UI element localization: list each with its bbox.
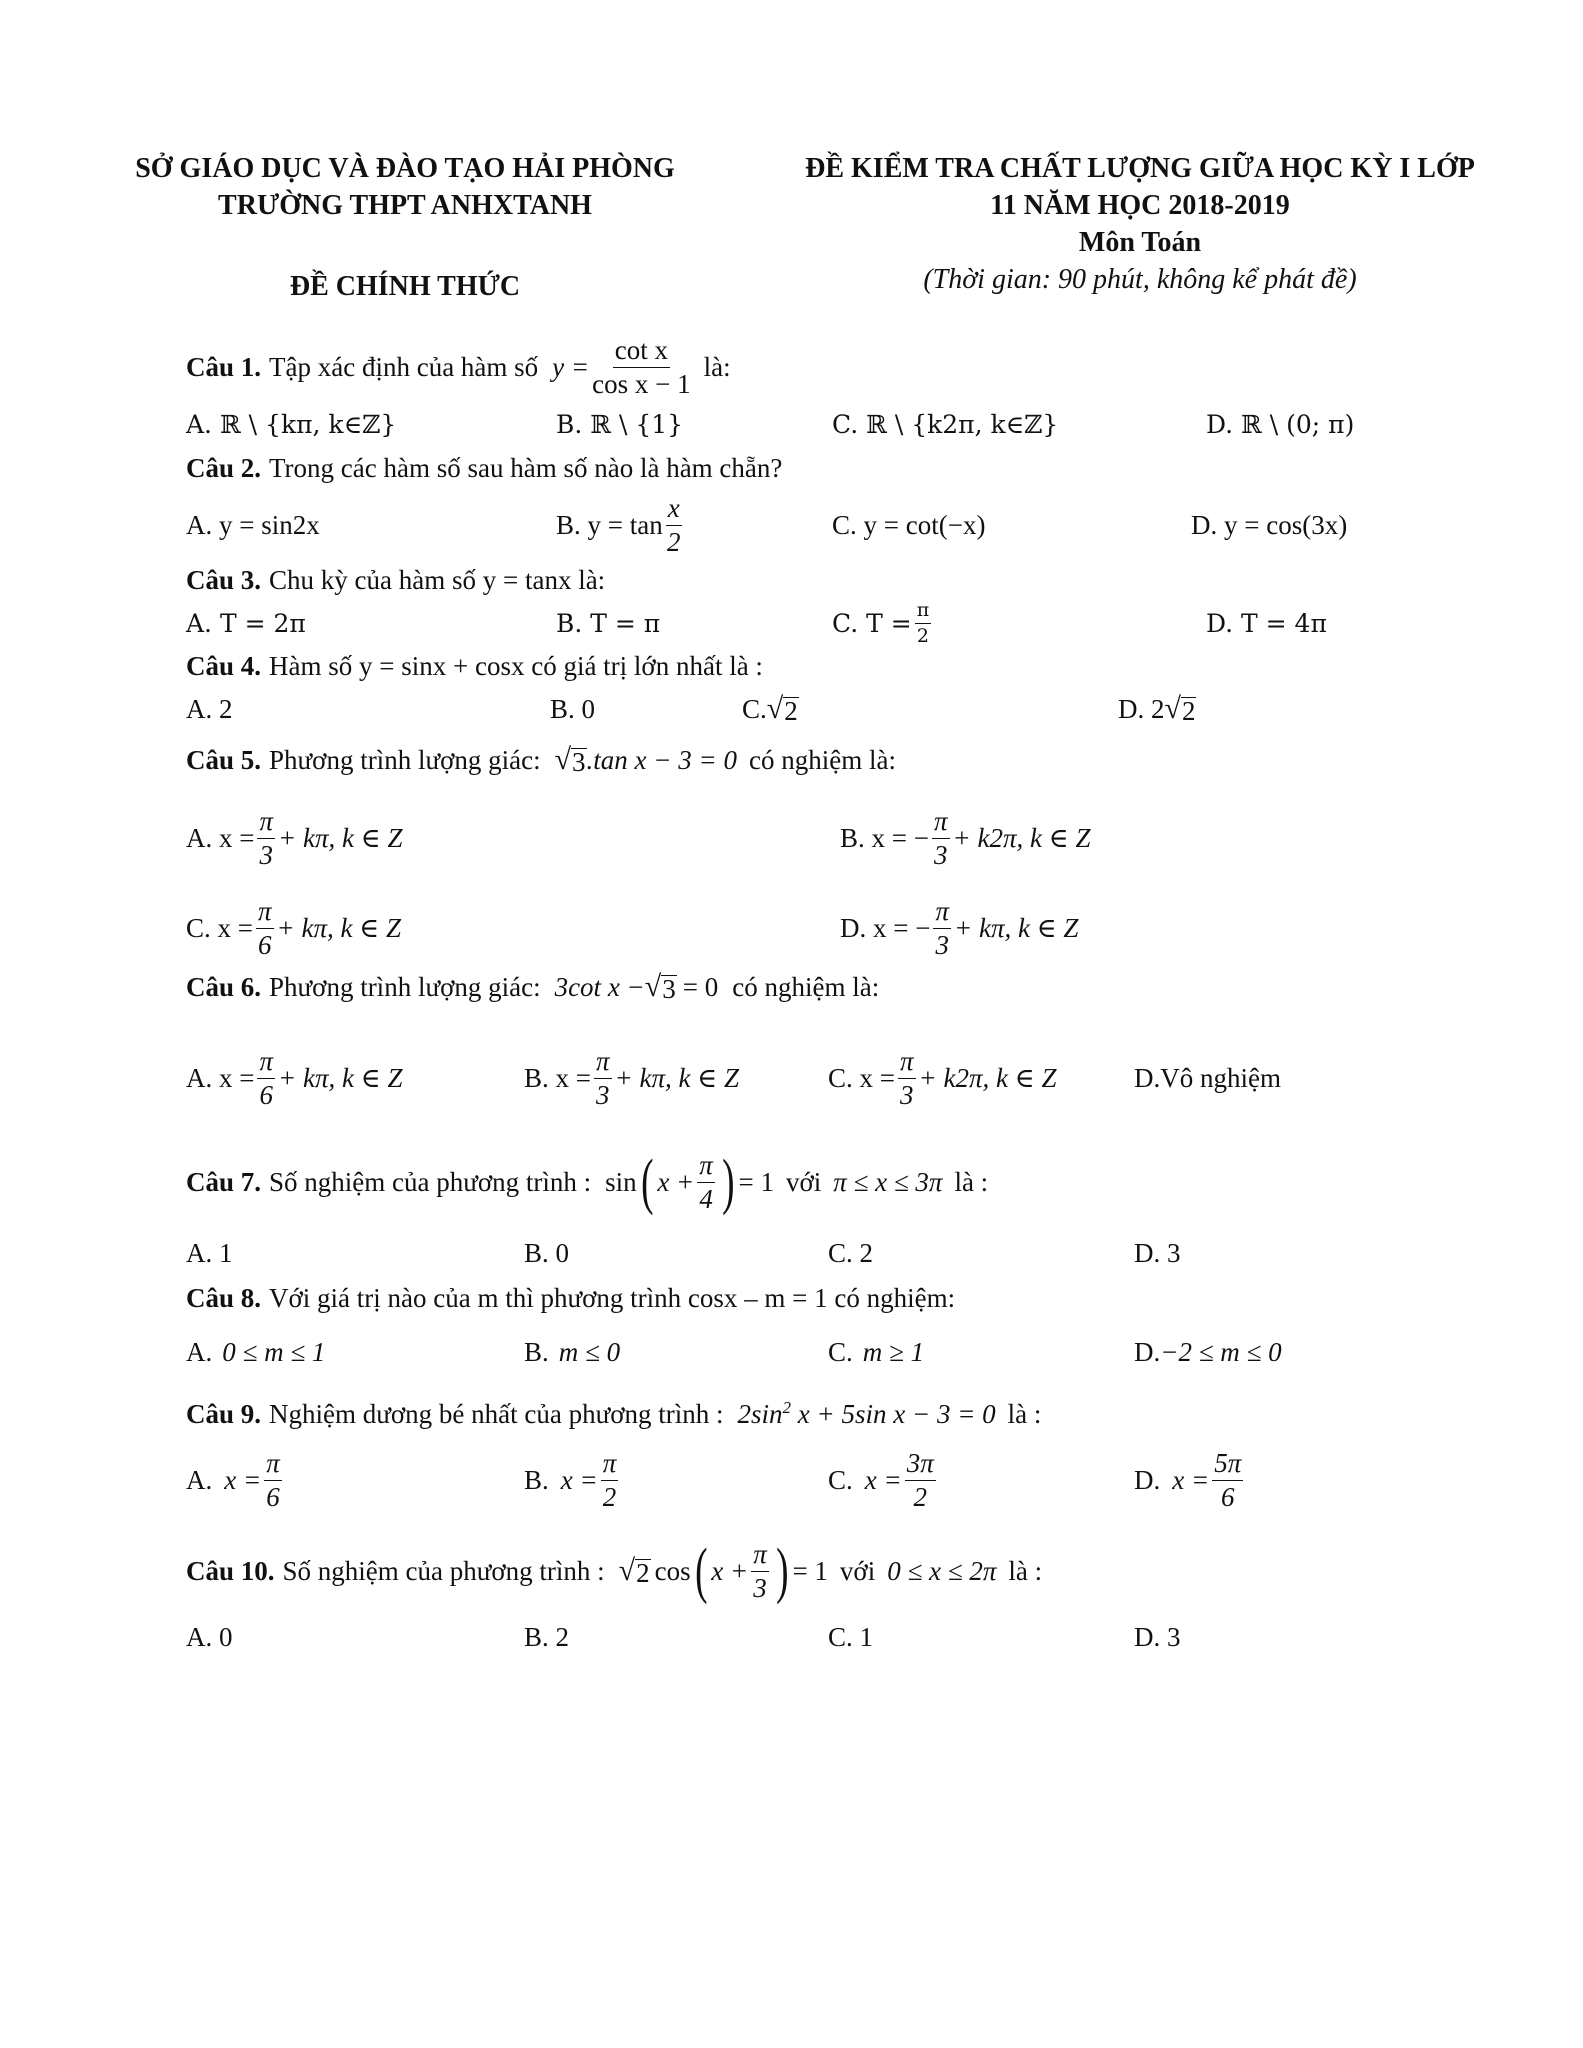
range: 0 ≤ x ≤ 2π xyxy=(887,1555,997,1586)
option-fraction xyxy=(933,895,951,960)
cos-function: cos xyxy=(654,1555,691,1586)
question-number: Câu 10. xyxy=(186,1555,275,1586)
option-d: D. 3 xyxy=(1134,1621,1181,1652)
option-value: m ≥ 1 xyxy=(862,1336,925,1367)
numerator: 5π xyxy=(1212,1450,1243,1481)
numerator: π xyxy=(898,1048,916,1079)
radicand: 2 xyxy=(1181,696,1196,726)
numerator: π xyxy=(697,1152,715,1183)
question-mid: với xyxy=(785,1166,822,1197)
option-fraction xyxy=(256,895,274,960)
question-5 xyxy=(186,735,1543,973)
option-a: A. ℝ \ {kπ, k∈ℤ} xyxy=(186,409,397,439)
question-number: Câu 2. xyxy=(186,452,262,483)
denominator: 2 xyxy=(916,624,929,647)
question-text: Chu kỳ của hàm số y = tanx là: xyxy=(269,564,606,595)
option-d-label: D. 2 xyxy=(1118,693,1165,724)
argument-fraction xyxy=(697,1149,715,1214)
equation-part: x + 5sin x − 3 = 0 xyxy=(797,1399,996,1429)
denominator: 6 xyxy=(259,1079,273,1110)
option-a xyxy=(186,1320,325,1384)
question-3 xyxy=(186,560,1543,648)
range: π ≤ x ≤ 3π xyxy=(833,1166,943,1197)
option-d: D. 3 xyxy=(1134,1237,1181,1268)
question-tail: là : xyxy=(954,1166,989,1197)
option-label: C. x = xyxy=(828,1062,895,1093)
question-text: Số nghiệm của phương trình : xyxy=(282,1555,605,1586)
option-tail: + kπ, k ∈ Z xyxy=(614,1062,739,1093)
denominator: cos x − 1 xyxy=(592,368,691,399)
option-d: D. T = 4π xyxy=(1206,608,1327,638)
equation: .tan x − 3 = 0 xyxy=(586,744,737,775)
option-label: B. x = − xyxy=(840,822,929,853)
argument: x + xyxy=(657,1166,695,1197)
option-c-label: C. xyxy=(742,693,767,724)
option-label: A. xyxy=(186,1464,213,1495)
numerator: π xyxy=(915,601,932,624)
sin-function: sin xyxy=(605,1166,637,1197)
option-c xyxy=(832,600,934,646)
option-label: C. xyxy=(828,1464,853,1495)
radicand: 2 xyxy=(784,696,798,726)
option-value: −2 ≤ m ≤ 0 xyxy=(1160,1336,1282,1367)
denominator: 6 xyxy=(266,1481,280,1512)
equation-left: 3cot x − xyxy=(554,971,645,1002)
dept-name: SỞ GIÁO DỤC VÀ ĐÀO TẠO HẢI PHÒNG xyxy=(135,153,675,184)
numerator: π xyxy=(256,898,274,929)
option-fraction xyxy=(594,1045,612,1110)
option-b: B. 2 xyxy=(524,1621,570,1652)
question-text: Phương trình lượng giác: xyxy=(269,744,541,775)
option-d: D. y = cos(3x) xyxy=(1191,509,1348,540)
sqrt-symbol: √ 3 xyxy=(644,970,676,1004)
sqrt-symbol: √ 2 xyxy=(766,692,798,726)
question-text: Phương trình lượng giác: xyxy=(269,971,541,1002)
option-lhs: x = xyxy=(1172,1464,1210,1495)
radicand: 3 xyxy=(662,974,676,1004)
numerator: π xyxy=(932,808,950,839)
question-2 xyxy=(186,446,1543,560)
denominator: 3 xyxy=(900,1079,914,1110)
option-tail: + k2π, k ∈ Z xyxy=(918,1062,1057,1093)
option-c: C. 1 xyxy=(828,1621,874,1652)
question-text: Với giá trị nào của m thì phương trình cosx – m = 1 có nghiệm: xyxy=(269,1282,956,1313)
equation-right: = 1 xyxy=(738,1166,774,1197)
question-number: Câu 5. xyxy=(186,744,262,775)
option-b xyxy=(524,1320,620,1384)
option-tail: + kπ, k ∈ Z xyxy=(278,1062,403,1093)
formula-fraction xyxy=(592,334,691,399)
option-d: D. ℝ \ (0; π) xyxy=(1206,409,1355,439)
option-tail: + kπ, k ∈ Z xyxy=(953,912,1079,943)
question-text: Hàm số y = sinx + cosx có giá trị lớn nhất là : xyxy=(269,650,763,681)
option-fraction xyxy=(1212,1447,1243,1512)
question-mid: với xyxy=(839,1555,876,1586)
question-tail: có nghiệm là: xyxy=(732,971,880,1002)
option-label: D. xyxy=(1134,1464,1161,1495)
question-number: Câu 8. xyxy=(186,1282,262,1313)
option-c-fraction xyxy=(915,598,932,647)
option-d: D.Vô nghiệm xyxy=(1134,1062,1281,1093)
numerator: π xyxy=(257,1048,275,1079)
option-c xyxy=(186,883,401,973)
option-c xyxy=(828,1320,924,1384)
numerator: π xyxy=(933,898,951,929)
numerator: x xyxy=(666,495,682,526)
question-number: Câu 1. xyxy=(186,351,262,382)
option-b: B. 0 xyxy=(550,693,596,724)
option-label: B. xyxy=(524,1336,549,1367)
question-tail: là : xyxy=(1007,1398,1042,1429)
denominator: 3 xyxy=(596,1079,610,1110)
question-7: Câu 7. Số nghiệm của phương trình : sin ( x + $\frac{\pi}{4}$ ) = 1 với π ≤ x ≤ 3π là : A. 1 B. 0 C. 2 D. 3 xyxy=(186,1134,1543,1276)
option-a: A. 0 xyxy=(186,1621,233,1652)
option-a: A. T = 2π xyxy=(186,608,306,638)
question-1 xyxy=(186,333,1543,447)
option-lhs: x = xyxy=(224,1464,262,1495)
sqrt-symbol: √ 2 xyxy=(618,1554,650,1588)
denominator: 3 xyxy=(935,929,949,960)
option-fraction xyxy=(905,1447,936,1512)
exam-title-line1: ĐỀ KIỂM TRA CHẤT LƯỢNG GIỮA HỌC KỲ I LỚP xyxy=(805,153,1475,184)
option-label: B. x = xyxy=(524,1062,591,1093)
question-number: Câu 6. xyxy=(186,971,262,1002)
option-value: 0 ≤ m ≤ 1 xyxy=(222,1336,326,1367)
option-fraction xyxy=(601,1447,619,1512)
school-name: TRƯỜNG THPT ANHXTANH xyxy=(218,190,592,221)
numerator: π xyxy=(257,808,275,839)
option-a: A. y = sin2x xyxy=(186,509,320,540)
question-4 xyxy=(186,646,1543,734)
option-label: A. x = xyxy=(186,822,255,853)
option-d xyxy=(1134,1320,1282,1384)
denominator: 6 xyxy=(1220,1481,1235,1512)
question-tail: là: xyxy=(703,351,731,382)
option-c xyxy=(828,1028,1057,1128)
denominator: 3 xyxy=(259,839,273,870)
option-fraction xyxy=(264,1447,282,1512)
denominator: 3 xyxy=(753,1572,767,1603)
option-label: C. xyxy=(828,1336,853,1367)
question-number: Câu 9. xyxy=(186,1398,262,1429)
numerator: π xyxy=(751,1541,769,1572)
option-b xyxy=(840,793,1090,883)
denominator: 2 xyxy=(666,526,681,557)
option-a xyxy=(186,1438,285,1522)
option-d xyxy=(840,883,1078,973)
question-8 xyxy=(186,1276,1543,1384)
option-b xyxy=(556,490,685,560)
denominator: 3 xyxy=(933,839,948,870)
option-value: m ≤ 0 xyxy=(558,1336,621,1367)
equation-right: = 0 xyxy=(682,971,719,1002)
option-label: D. xyxy=(1134,1336,1161,1367)
equation xyxy=(738,1398,996,1430)
official-label: ĐỀ CHÍNH THỨC xyxy=(289,271,521,302)
numerator: π xyxy=(601,1450,619,1481)
denominator: 2 xyxy=(602,1481,617,1512)
question-6 xyxy=(186,962,1543,1128)
option-lhs: x = xyxy=(864,1464,902,1495)
exam-title-line2: 11 NĂM HỌC 2018-2019 xyxy=(990,190,1290,221)
question-tail: có nghiệm là: xyxy=(748,744,896,775)
numerator: π xyxy=(264,1450,282,1481)
argument: x + xyxy=(711,1555,749,1586)
option-a: A. 1 xyxy=(186,1237,233,1268)
option-label: D. x = − xyxy=(840,912,931,943)
option-b: B. T = π xyxy=(556,608,661,638)
option-a xyxy=(186,793,402,883)
argument-fraction xyxy=(751,1538,769,1603)
option-c: C. 2 xyxy=(828,1237,874,1268)
question-text: Số nghiệm của phương trình : xyxy=(269,1166,592,1197)
formula-y: y = xyxy=(552,351,590,382)
option-lhs: x = xyxy=(560,1464,598,1495)
option-c xyxy=(742,686,799,732)
option-b-fraction xyxy=(666,492,682,557)
option-c-label: C. T = xyxy=(832,608,912,638)
radicand: 3 xyxy=(572,747,586,777)
question-text: Tập xác định của hàm số xyxy=(269,351,539,382)
exponent: 2 xyxy=(782,1398,792,1417)
equation-right: = 1 xyxy=(792,1555,828,1586)
question-number: Câu 7. xyxy=(186,1166,262,1197)
header-right xyxy=(760,150,1520,298)
numerator: π xyxy=(594,1048,612,1079)
numerator: cot x xyxy=(613,337,670,368)
option-b xyxy=(524,1438,621,1522)
question-number: Câu 3. xyxy=(186,564,262,595)
question-tail: là : xyxy=(1008,1555,1043,1586)
option-label: A. x = xyxy=(186,1062,255,1093)
question-9 xyxy=(186,1390,1543,1522)
question-text: Nghiệm dương bé nhất của phương trình : xyxy=(269,1398,724,1429)
option-fraction xyxy=(932,805,950,870)
sqrt-symbol: √ 2 xyxy=(1164,692,1196,726)
question-10: Câu 10. Số nghiệm của phương trình : √ 2 cos ( x + $\frac{\pi}{3}$ ) = 1 với 0 ≤ x ≤ 2π là : A. 0 B. 2 C. 1 D. 3 xyxy=(186,1528,1543,1660)
option-c: C. y = cot(−x) xyxy=(832,509,986,540)
option-d xyxy=(1118,686,1196,732)
subject: Môn Toán xyxy=(1078,227,1202,258)
denominator: 2 xyxy=(913,1481,927,1512)
option-b: B. 0 xyxy=(524,1237,570,1268)
time-note: (Thời gian: 90 phút, không kể phát đề) xyxy=(923,264,1357,295)
option-d xyxy=(1134,1438,1246,1522)
denominator: 6 xyxy=(258,929,272,960)
option-fraction xyxy=(898,1045,916,1110)
option-fraction xyxy=(257,805,275,870)
option-b: B. ℝ \ {1} xyxy=(556,409,684,439)
option-label: B. xyxy=(524,1464,549,1495)
option-c: C. ℝ \ {k2π, k∈ℤ} xyxy=(832,409,1059,439)
option-tail: + kπ, k ∈ Z xyxy=(276,912,401,943)
option-a xyxy=(186,1028,402,1128)
equation-part: 2sin xyxy=(737,1399,783,1429)
numerator: 3π xyxy=(905,1450,936,1481)
option-b-label: B. y = tan xyxy=(556,509,663,540)
option-label: A. xyxy=(186,1336,213,1367)
denominator: 4 xyxy=(699,1183,713,1214)
question-text: Trong các hàm số sau hàm số nào là hàm chẵn? xyxy=(269,452,783,483)
option-a: A. 2 xyxy=(186,693,233,724)
header-left xyxy=(100,150,710,305)
option-b xyxy=(524,1028,739,1128)
option-label: C. x = xyxy=(186,912,253,943)
radicand: 2 xyxy=(636,1558,650,1588)
option-tail: + k2π, k ∈ Z xyxy=(952,822,1091,853)
sqrt-symbol: √ 3 xyxy=(554,743,586,777)
option-fraction xyxy=(257,1045,275,1110)
option-c xyxy=(828,1438,939,1522)
option-tail: + kπ, k ∈ Z xyxy=(278,822,403,853)
question-number: Câu 4. xyxy=(186,650,262,681)
